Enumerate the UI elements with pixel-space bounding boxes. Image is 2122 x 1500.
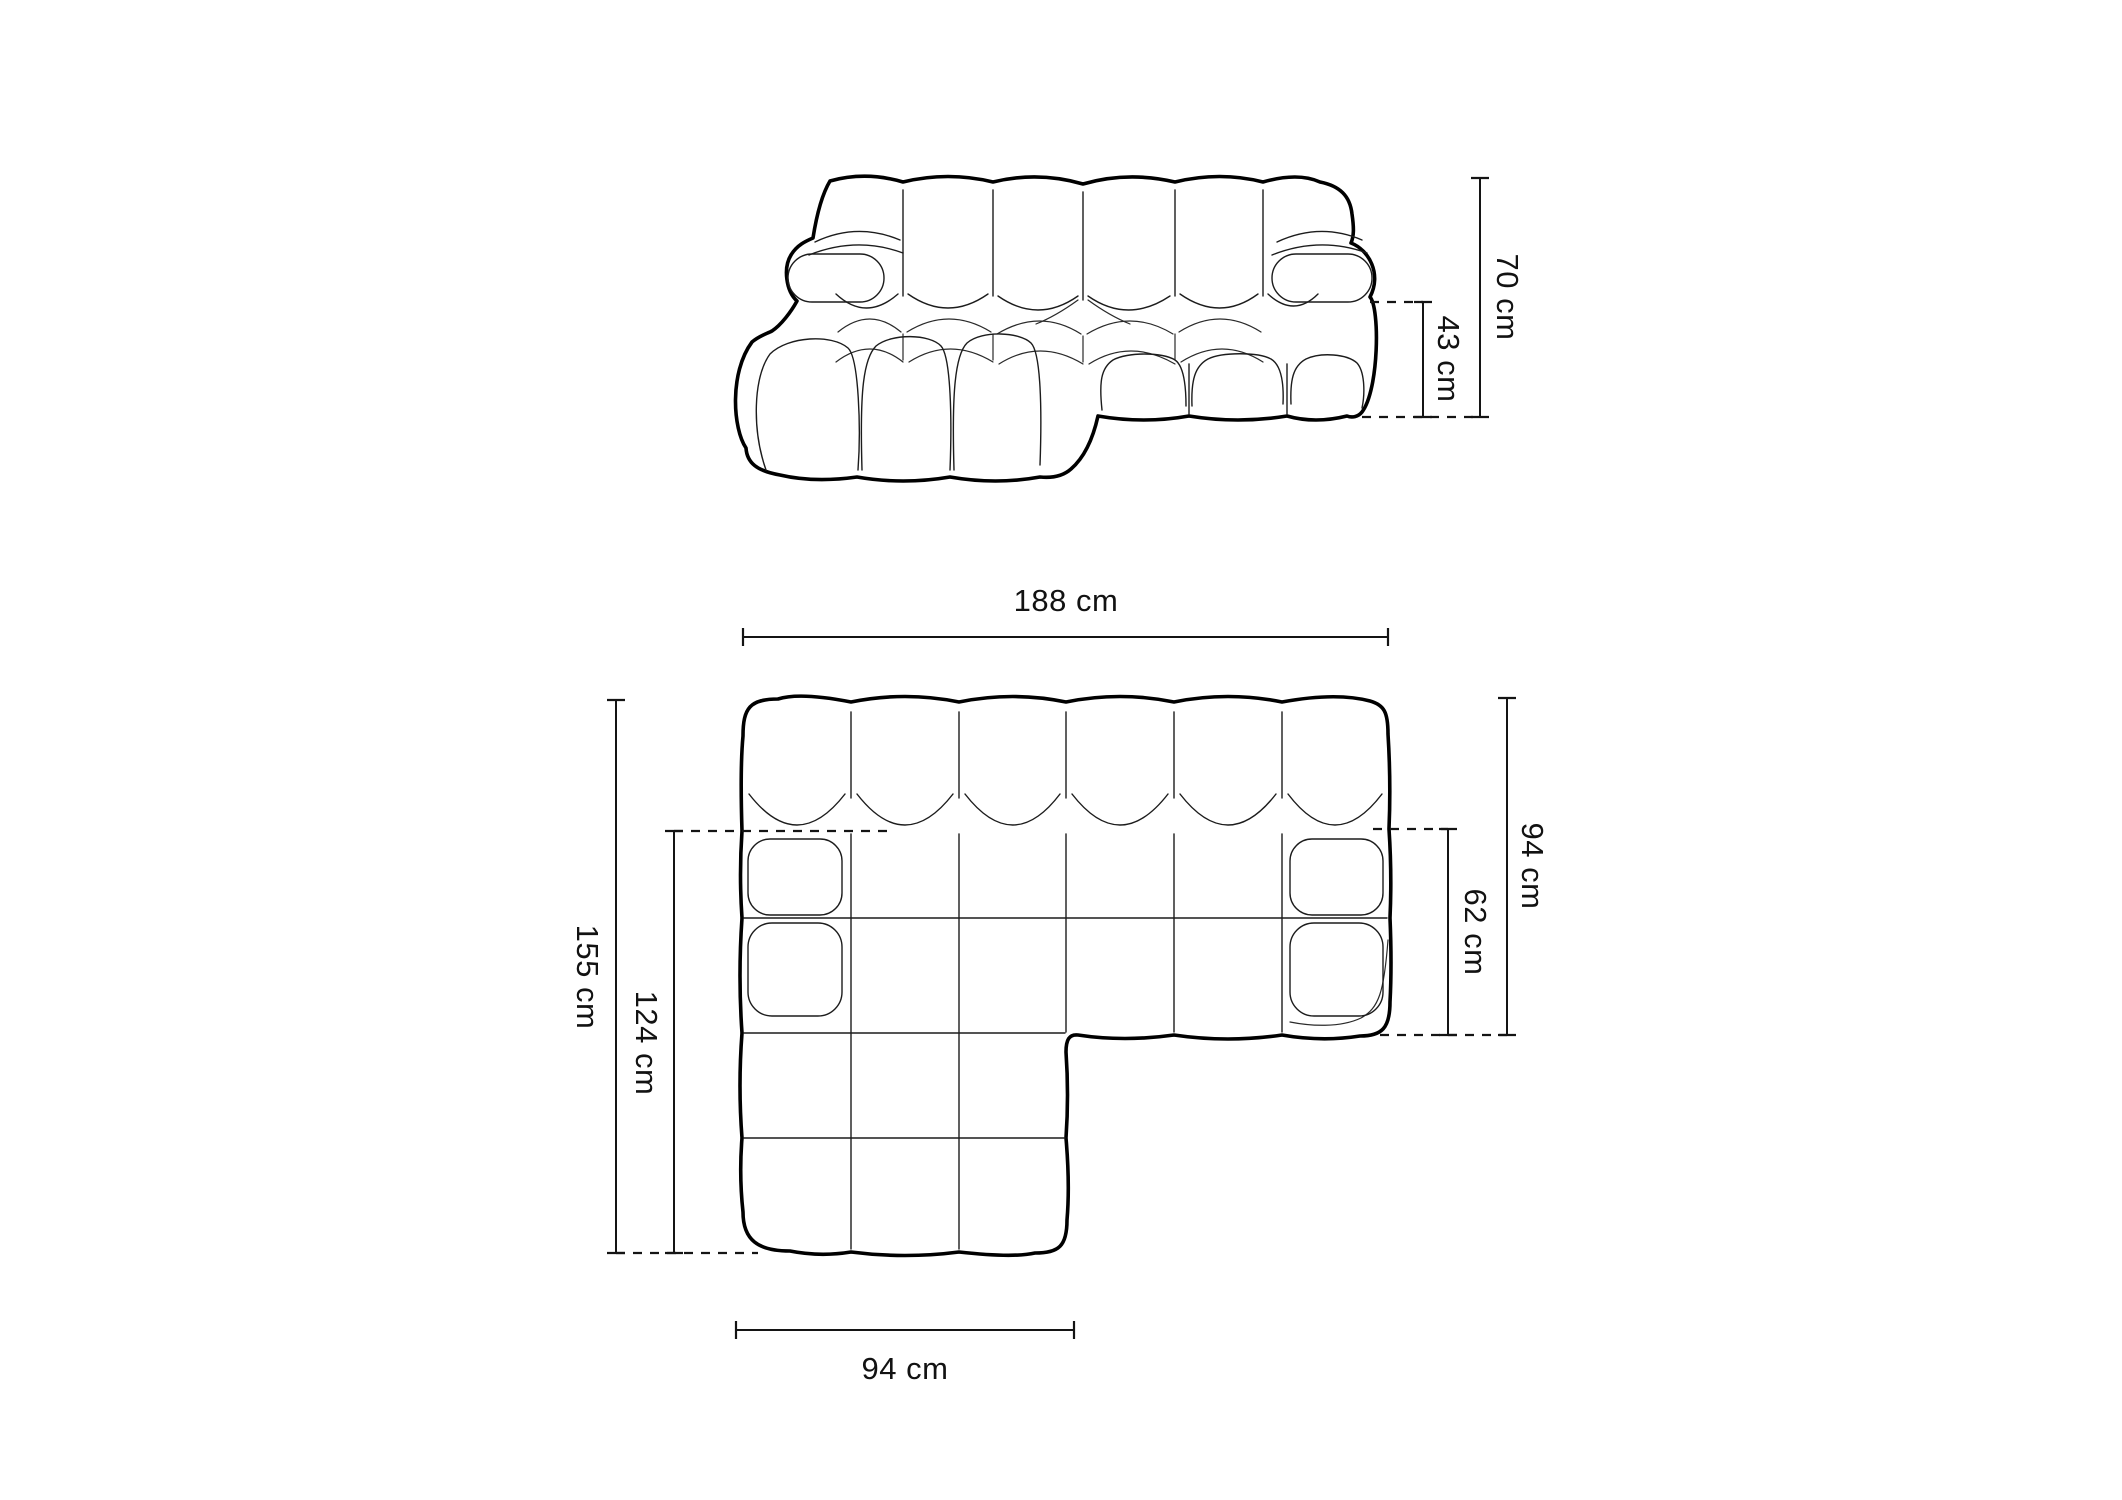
seat-depth-label: 62 cm xyxy=(1458,888,1494,976)
armrest-height-label: 43 cm xyxy=(1431,315,1467,403)
side-depth-label: 94 cm xyxy=(1515,822,1551,910)
chaise-depth-label: 124 cm xyxy=(629,990,665,1096)
front-view xyxy=(735,176,1525,481)
total-height-label: 70 cm xyxy=(1490,253,1526,341)
front-view-dimensions xyxy=(1362,178,1525,417)
front-silhouette xyxy=(735,176,1376,481)
total-depth-label: 155 cm xyxy=(570,924,606,1030)
total-width-label: 188 cm xyxy=(1013,583,1119,618)
chaise-width-label: 94 cm xyxy=(861,1351,949,1386)
top-view xyxy=(570,583,1550,1386)
